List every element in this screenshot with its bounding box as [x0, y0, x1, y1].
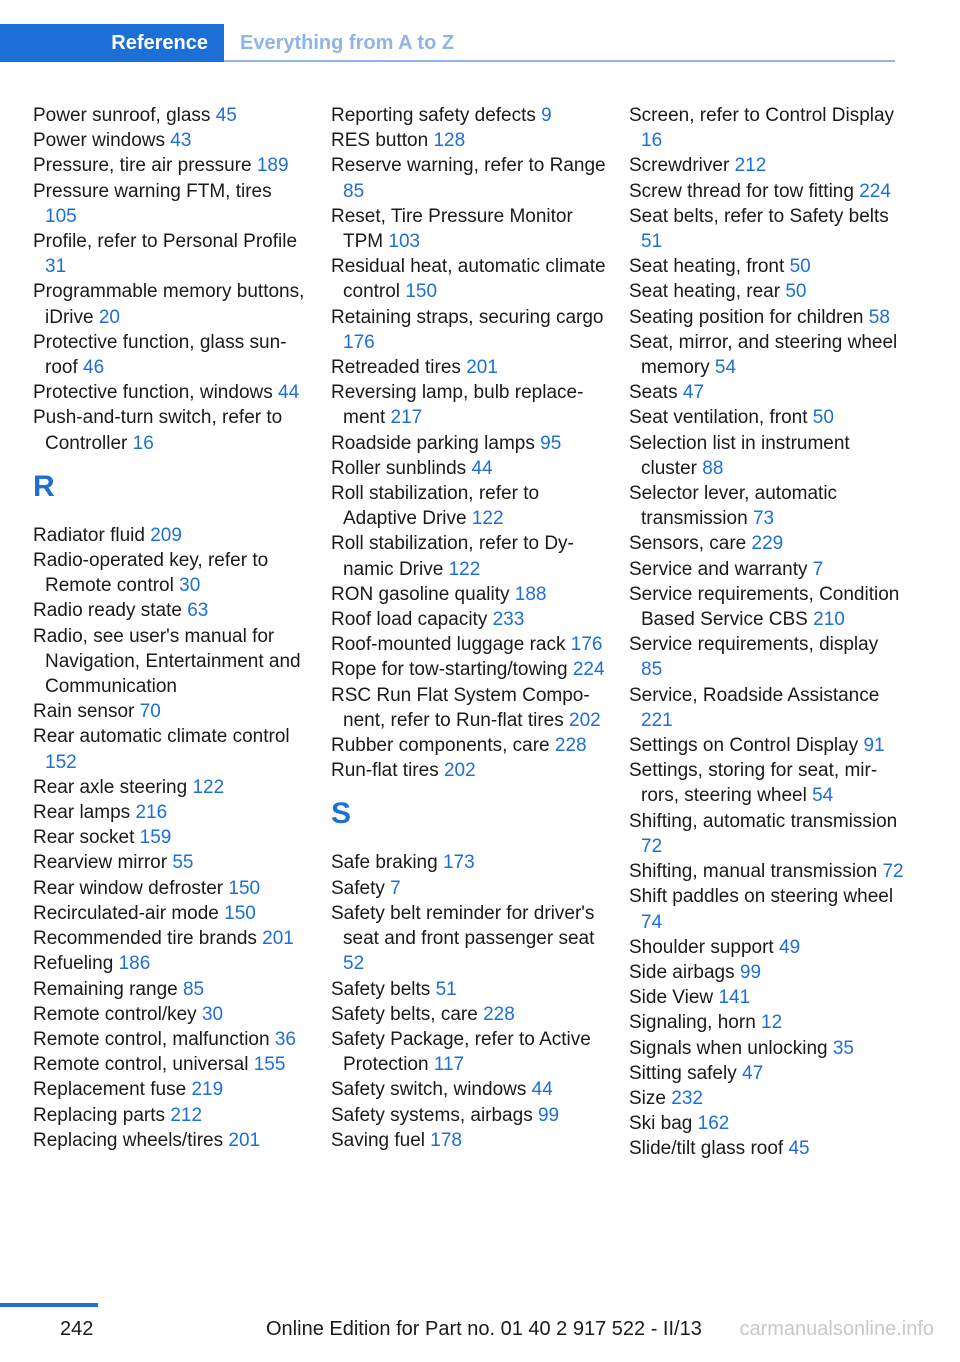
page-link[interactable]: 85 [182, 978, 205, 1000]
entry-text: Seats [629, 382, 678, 404]
entry-text: Remote control/key [33, 1003, 197, 1025]
entry-text: Seat, mirror, and steering wheel memory [629, 331, 898, 379]
index-entry [629, 960, 904, 985]
entry-text: Roof load capacity [331, 609, 488, 631]
page-link[interactable]: 122 [192, 776, 225, 798]
entry-text: Roadside parking lamps [331, 432, 535, 454]
index-entry [629, 103, 904, 153]
index-entry [331, 977, 606, 1002]
page-link[interactable]: 189 [256, 155, 289, 177]
index-entry [331, 607, 606, 632]
entry-text: Replacing parts [33, 1104, 166, 1126]
entry-text: Shifting, automatic transmission [629, 810, 898, 832]
page-link[interactable]: 202 [443, 760, 476, 782]
index-column-2 [331, 103, 606, 1153]
page-link[interactable]: 128 [433, 130, 466, 152]
entry-text: Shoulder support [629, 936, 774, 958]
entry-text: Reporting safety defects [331, 105, 536, 126]
page-link[interactable]: 212 [734, 155, 767, 177]
page-link[interactable]: 219 [191, 1079, 224, 1101]
entry-text: Signals when unlocking [629, 1037, 828, 1059]
page-link[interactable]: 228 [483, 1003, 515, 1025]
entry-text: Reserve warning, refer to Range [331, 155, 606, 177]
index-entry [629, 179, 904, 204]
index-entry [331, 103, 606, 128]
page-link[interactable]: 212 [170, 1104, 203, 1126]
index-entry [629, 254, 904, 279]
entry-text: Safety switch, windows [331, 1079, 527, 1101]
index-entry [331, 733, 606, 758]
page-link[interactable]: 51 [641, 231, 663, 253]
page-link[interactable]: 141 [718, 987, 751, 1009]
page-link[interactable]: 20 [98, 306, 120, 328]
index-entry [33, 800, 308, 825]
entry-text: Ski bag [629, 1113, 693, 1135]
page-link[interactable]: 178 [430, 1129, 462, 1151]
entry-text: Replacement fuse [33, 1079, 187, 1101]
page-link[interactable]: 150 [224, 902, 256, 924]
entry-text: Settings on Control Display [629, 735, 859, 757]
entry-text: Screw thread for tow fitting [629, 180, 854, 202]
index-entry [33, 279, 308, 329]
entry-text: Safety belt reminder for driver's seat and front passenger seat [331, 902, 595, 950]
page-link[interactable]: 50 [785, 281, 807, 303]
page-link[interactable]: 12 [761, 1012, 783, 1034]
entry-text: RSC Run Flat System Component, refer to Run-flat tires [331, 684, 590, 731]
page-link[interactable]: 74 [641, 911, 663, 933]
page-link[interactable]: 36 [274, 1028, 296, 1050]
index-column-1 [33, 103, 308, 1153]
index-entry [33, 699, 308, 724]
index-entry [629, 632, 904, 682]
entry-text: Recommended tire brands [33, 928, 257, 950]
index-entry [629, 758, 904, 808]
index-entry [33, 1027, 308, 1052]
page-number: 242 [60, 1318, 94, 1340]
entry-text: Reversing lamp, bulb replacement [331, 382, 584, 429]
index-entry [33, 1002, 308, 1027]
index-entry [331, 632, 606, 657]
entry-text: Roll stabilization, refer to Dynamic Drive [331, 533, 574, 580]
entry-text: Remote control, universal [33, 1054, 249, 1076]
entry-text: Screwdriver [629, 155, 730, 177]
entry-text: Radiator fluid [33, 524, 145, 546]
page-link[interactable]: 88 [702, 457, 724, 479]
entry-text: Rear lamps [33, 802, 131, 824]
index-entry [629, 330, 904, 380]
page-link[interactable]: 30 [179, 575, 201, 597]
entry-text: Power sunroof, glass [33, 105, 211, 126]
page-link[interactable]: 162 [697, 1113, 730, 1135]
index-entry [331, 128, 606, 153]
entry-text: Seat belts, refer to Safety belts [629, 205, 889, 227]
page-link[interactable]: 52 [343, 953, 365, 975]
page-link[interactable]: 201 [466, 357, 498, 379]
page-link[interactable]: 45 [788, 1138, 810, 1160]
page-link[interactable]: 173 [442, 852, 475, 874]
page-link[interactable]: 105 [45, 205, 77, 227]
entry-text: Selector lever, automatic transmission [629, 483, 838, 530]
page-link[interactable]: 95 [540, 432, 562, 454]
page-link[interactable]: 44 [531, 1079, 553, 1101]
index-entry [629, 884, 904, 934]
index-entry [33, 330, 308, 380]
page-link[interactable]: 217 [390, 407, 423, 429]
page-link[interactable]: 210 [813, 609, 845, 631]
index-entry [33, 380, 308, 405]
page-link[interactable]: 72 [641, 835, 663, 857]
page-link[interactable]: 233 [492, 609, 525, 631]
page-link[interactable]: 47 [742, 1062, 764, 1084]
entry-text: Pressure warning FTM, tires [33, 180, 272, 202]
watermark: carmanualsonline.info [739, 1318, 934, 1340]
index-entry [629, 935, 904, 960]
index-entry [33, 153, 308, 178]
index-entry [331, 531, 606, 581]
index-entry [629, 431, 904, 481]
page-link[interactable]: 188 [514, 583, 547, 605]
page-link[interactable]: 54 [714, 357, 737, 379]
entry-text: Size [629, 1087, 666, 1109]
entry-text: Roof-mounted luggage rack [331, 634, 566, 656]
page-link[interactable]: 50 [812, 407, 834, 429]
index-entry [331, 481, 606, 531]
entry-text: Rear window defroster [33, 877, 224, 899]
index-entry [33, 977, 308, 1002]
entry-text: Screen, refer to Control Display [629, 105, 895, 126]
page-link[interactable]: 201 [228, 1129, 261, 1151]
entry-text: Radio ready state [33, 600, 182, 622]
index-entry [33, 523, 308, 548]
page-link[interactable]: 221 [641, 709, 673, 731]
index-entry [331, 1103, 606, 1128]
index-entry [33, 405, 308, 455]
index-entry [629, 305, 904, 330]
entry-text: Safety [331, 877, 385, 899]
index-entry [33, 901, 308, 926]
entry-text: Power windows [33, 130, 165, 152]
page-link[interactable]: 224 [572, 659, 605, 681]
page-link[interactable]: 70 [139, 701, 161, 723]
page-link[interactable]: 16 [641, 130, 663, 152]
index-entry [629, 380, 904, 405]
entry-text: Rain sensor [33, 701, 135, 723]
page-link[interactable]: 73 [752, 508, 775, 530]
index-entry [331, 657, 606, 682]
tab-reference[interactable]: Reference [0, 24, 224, 62]
page-link[interactable]: 176 [343, 331, 375, 353]
index-entry [331, 254, 606, 304]
entry-text: Side airbags [629, 961, 735, 983]
index-entry [629, 1036, 904, 1061]
page-link[interactable]: 152 [45, 751, 77, 773]
entry-text: Safety belts [331, 978, 431, 1000]
entry-text: Remote control, malfunction [33, 1028, 270, 1050]
page-link[interactable]: 99 [739, 961, 762, 983]
entry-text: Seat heating, rear [629, 281, 781, 303]
page-link[interactable]: 122 [471, 508, 504, 530]
index-entry [629, 1010, 904, 1035]
entry-text: Rear automatic climate control [33, 726, 290, 748]
page-link[interactable]: 44 [278, 382, 300, 404]
page-link[interactable]: 159 [139, 827, 172, 849]
entry-text: Pressure, tire air pressure [33, 155, 252, 177]
index-entry [331, 1077, 606, 1102]
page-link[interactable]: 46 [83, 357, 105, 379]
page-link[interactable]: 51 [435, 978, 457, 1000]
index-entry [33, 926, 308, 951]
page-link[interactable]: 117 [433, 1054, 465, 1076]
entry-text: Remaining range [33, 978, 178, 1000]
page-link[interactable]: 35 [832, 1037, 854, 1059]
page-link[interactable]: 91 [863, 735, 885, 757]
page-link[interactable]: 50 [789, 256, 811, 278]
entry-text: Saving fuel [331, 1129, 426, 1151]
page-link[interactable]: 44 [471, 457, 493, 479]
entry-text: Seat ventilation, front [629, 407, 808, 429]
index-entry [33, 850, 308, 875]
entry-text: Profile, refer to Personal Profile [33, 231, 298, 253]
index-entry [629, 204, 904, 254]
page-link[interactable]: 209 [150, 524, 182, 546]
page-link[interactable]: 224 [859, 180, 891, 202]
page-link[interactable]: 103 [388, 231, 421, 253]
index-entry [331, 758, 606, 783]
entry-text: Rubber components, care [331, 735, 550, 757]
entry-text: Seat heating, front [629, 256, 785, 278]
page-link[interactable]: 229 [751, 533, 784, 555]
page-link[interactable]: 55 [172, 852, 194, 874]
page-link[interactable]: 150 [405, 281, 438, 303]
entry-text: Retreaded tires [331, 357, 461, 379]
index-entry [331, 456, 606, 481]
index-entry [33, 825, 308, 850]
index-entry [331, 305, 606, 355]
index-entry [331, 1002, 606, 1027]
entry-text: Reset, Tire Pressure Monitor TPM [331, 205, 573, 253]
index-entry [629, 683, 904, 733]
page-link[interactable]: 16 [132, 432, 154, 454]
page-link[interactable]: 31 [45, 256, 67, 278]
page-link[interactable]: 155 [253, 1054, 286, 1076]
index-entry [629, 405, 904, 430]
entry-text: Sitting safely [629, 1062, 737, 1084]
entry-text: RON gasoline quality [331, 583, 510, 605]
index-entry [629, 733, 904, 758]
entry-text: Service requirements, display [629, 634, 879, 656]
index-entry [629, 859, 904, 884]
page-link[interactable]: 176 [570, 634, 603, 656]
page-link[interactable]: 63 [187, 600, 209, 622]
entry-text: Side View [629, 987, 714, 1009]
page-link[interactable]: 58 [868, 306, 890, 328]
index-entry [331, 431, 606, 456]
index-entry [629, 531, 904, 556]
footer-rule [0, 1303, 98, 1307]
index-entry [629, 985, 904, 1010]
page-link[interactable]: 45 [215, 105, 237, 126]
index-entry [629, 1136, 904, 1161]
page-link[interactable]: 85 [641, 659, 663, 681]
index-entry [33, 548, 308, 598]
entry-text: Sensors, care [629, 533, 747, 555]
entry-text: Retaining straps, securing cargo [331, 306, 604, 328]
index-entry [33, 876, 308, 901]
entry-text: Push-and-turn switch, refer to Controller [33, 407, 283, 454]
index-entry [331, 850, 606, 875]
page-link[interactable]: 201 [262, 928, 294, 950]
index-entry [331, 380, 606, 430]
entry-text: Safety Package, refer to Active Protection [331, 1028, 591, 1076]
entry-text: Roller sunblinds [331, 457, 467, 479]
index-entry [331, 1128, 606, 1153]
page-link[interactable]: 122 [448, 558, 481, 580]
entry-text: Replacing wheels/tires [33, 1129, 224, 1151]
index-entry [629, 153, 904, 178]
index-entry [629, 1111, 904, 1136]
section-letter: R [33, 469, 55, 503]
entry-text: Roll stabilization, refer to Adaptive Drive [331, 483, 540, 530]
entry-text: Rope for tow-starting/towing [331, 659, 568, 681]
entry-text: Service and warranty [629, 558, 808, 580]
entry-text: Selection list in instrument cluster [629, 432, 850, 479]
index-entry [629, 481, 904, 531]
tab-everything-a-to-z[interactable]: Everything from A to Z [224, 24, 895, 62]
entry-text: Shift paddles on steering wheel [629, 886, 894, 908]
entry-text: Rearview mirror [33, 852, 168, 874]
index-entry [33, 179, 308, 229]
page-link[interactable]: 47 [682, 382, 705, 404]
index-entry [33, 1103, 308, 1128]
page-link[interactable]: 49 [779, 936, 801, 958]
index-entry [629, 809, 904, 859]
section-letter: S [331, 797, 352, 831]
page-link[interactable]: 7 [390, 877, 401, 899]
entry-text: Programmable memory buttons, iDrive [33, 281, 305, 328]
entry-text: Service requirements, Condition Based Service CBS [629, 583, 900, 631]
page-link[interactable]: 228 [554, 735, 587, 757]
index-entry [33, 724, 308, 774]
index-entry [33, 951, 308, 976]
index-entry [331, 876, 606, 901]
page-link[interactable]: 202 [569, 709, 601, 731]
entry-text: Shifting, manual transmission [629, 861, 878, 883]
index-entry [33, 598, 308, 623]
page-link[interactable]: 43 [170, 130, 192, 152]
entry-text: Service, Roadside Assistance [629, 684, 880, 706]
index-entry [629, 557, 904, 582]
entry-text: Protective function, windows [33, 382, 273, 404]
page-link[interactable]: 72 [882, 861, 904, 883]
page-link[interactable]: 99 [537, 1104, 560, 1126]
index-entry [331, 901, 606, 977]
page-link[interactable]: 186 [118, 953, 151, 975]
entry-text: Radio-operated key, refer to Remote control [33, 550, 269, 597]
page-link[interactable]: 216 [135, 802, 168, 824]
index-entry [33, 1128, 308, 1153]
index-entry [33, 1052, 308, 1077]
entry-text: Radio, see user's manual for Navigation, Entertainment and Communication [33, 625, 301, 698]
index-entry [33, 1077, 308, 1102]
index-entry [331, 1027, 606, 1077]
header-bar [0, 24, 895, 62]
index-entry [33, 103, 308, 128]
index-entry [629, 1086, 904, 1111]
entry-text: Settings, storing for seat, mirrors, steering wheel [629, 760, 878, 807]
index-entry [331, 153, 606, 203]
index-entry [331, 355, 606, 380]
entry-text: Slide/tilt glass roof [629, 1138, 784, 1160]
index-entry [331, 582, 606, 607]
entry-text: Seating position for children [629, 306, 864, 328]
entry-text: Residual heat, automatic climate control [331, 256, 606, 303]
index-entry [33, 624, 308, 700]
edition-note: Online Edition for Part no. 01 40 2 917 522 - II/13 [266, 1318, 702, 1340]
page-link[interactable]: 54 [812, 785, 834, 807]
entry-text: Recirculated-air mode [33, 902, 219, 924]
entry-text: Rear axle steering [33, 776, 188, 798]
page-link[interactable]: 9 [541, 105, 552, 126]
index-entry [629, 1061, 904, 1086]
page-link[interactable]: 30 [201, 1003, 224, 1025]
index-entry [629, 582, 904, 632]
index-entry [331, 204, 606, 254]
page-link[interactable]: 150 [228, 877, 261, 899]
index-entry [33, 775, 308, 800]
entry-text: Safety belts, care [331, 1003, 478, 1025]
entry-text: Refueling [33, 953, 114, 975]
index-entry [33, 229, 308, 279]
entry-text: Signaling, horn [629, 1012, 756, 1034]
page-link[interactable]: 7 [812, 558, 824, 580]
index-entry [629, 279, 904, 304]
entry-text: RES button [331, 130, 429, 152]
entry-text: Protective function, glass sunroof [33, 331, 287, 379]
index-entry [33, 128, 308, 153]
entry-text: Safe braking [331, 852, 438, 874]
entry-text: Safety systems, airbags [331, 1104, 533, 1126]
page-link[interactable]: 232 [671, 1087, 703, 1109]
entry-text: Rear socket [33, 827, 135, 849]
index-entry [331, 683, 606, 733]
index-column-3 [629, 103, 904, 1162]
page-link[interactable]: 85 [343, 180, 365, 202]
entry-text: Run-flat tires [331, 760, 439, 782]
